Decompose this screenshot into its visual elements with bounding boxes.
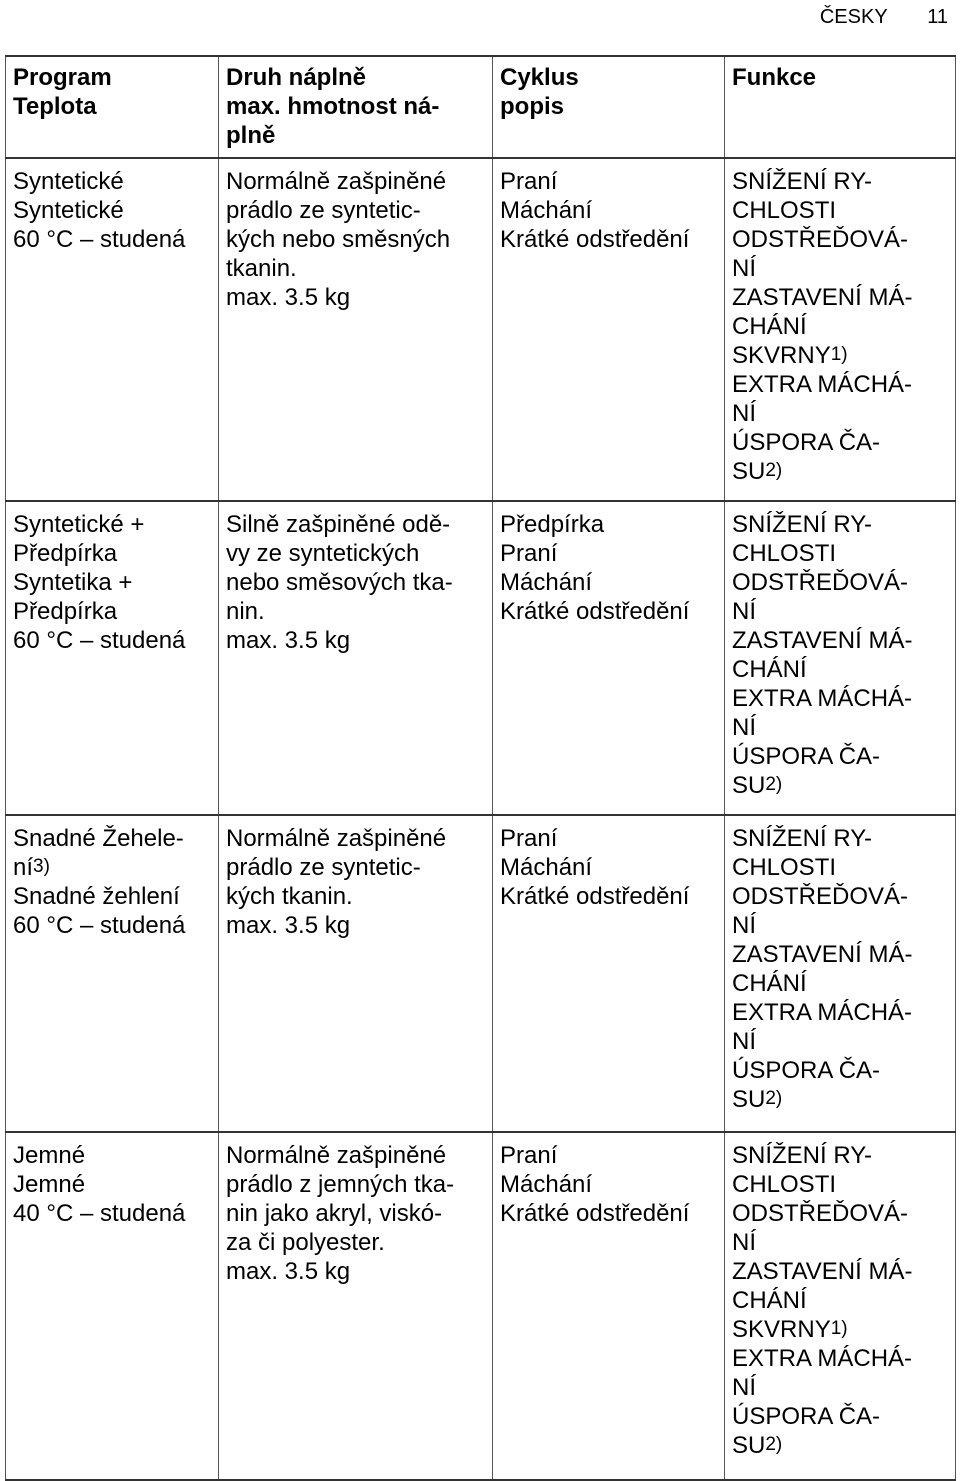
function-line: NÍ <box>732 598 756 625</box>
functions-cell <box>725 158 956 501</box>
cycle-line: Máchání <box>500 1171 593 1198</box>
function-line <box>732 1085 951 1114</box>
functions-cell <box>725 1132 956 1480</box>
program-line: Syntetika + <box>13 569 133 596</box>
program-line: Syntetické + <box>13 511 145 538</box>
load-line: prádlo ze syntetic- <box>226 197 421 224</box>
cycle-line: Předpírka <box>500 511 605 538</box>
footnote-ref: 2) <box>765 460 783 481</box>
function-line: SNÍŽENÍ RY- <box>732 511 873 538</box>
program-text: ní <box>13 854 34 881</box>
function-line: EXTRA MÁCHÁ- <box>732 685 913 712</box>
program-line: Snadné Žehele- <box>13 825 184 852</box>
function-line: NÍ <box>732 1374 756 1401</box>
function-line: EXTRA MÁCHÁ- <box>732 371 913 398</box>
footnote-ref: 2) <box>765 1434 783 1455</box>
header-line: Cyklus <box>500 64 579 91</box>
function-line <box>732 1315 951 1344</box>
load-line: vy ze syntetických <box>226 540 420 567</box>
cycle-line: Krátké odstředění <box>500 598 690 625</box>
function-line: NÍ <box>732 1028 756 1055</box>
function-line: EXTRA MÁCHÁ- <box>732 999 913 1026</box>
load-cell <box>219 501 493 815</box>
function-line: ZASTAVENÍ MÁ- <box>732 627 913 654</box>
page-header <box>820 6 948 29</box>
program-cell <box>6 815 219 1132</box>
function-line: ODSTŘEĎOVÁ- <box>732 569 909 596</box>
table-row <box>6 158 956 501</box>
program-line: Jemné <box>13 1171 86 1198</box>
function-line <box>732 457 951 486</box>
load-line: max. 3.5 kg <box>226 1258 351 1285</box>
load-line: Normálně zašpiněné <box>226 168 447 195</box>
function-line: NÍ <box>732 912 756 939</box>
function-line: ZASTAVENÍ MÁ- <box>732 1258 913 1285</box>
functions-cell <box>725 815 956 1132</box>
load-line: prádlo ze syntetic- <box>226 854 421 881</box>
load-cell <box>219 1132 493 1480</box>
header-line: plně <box>226 122 276 149</box>
program-table <box>5 55 956 1481</box>
function-text: SKVRNY <box>732 1316 831 1343</box>
load-line: za či polyester. <box>226 1229 385 1256</box>
function-line: CHÁNÍ <box>732 313 807 340</box>
function-line: ÚSPORA ČA- <box>732 1057 881 1084</box>
load-line: prádlo z jemných tka- <box>226 1171 455 1198</box>
load-line: nin jako akryl, viskó- <box>226 1200 443 1227</box>
page-language: ČESKY <box>819 6 888 28</box>
footnote-ref: 2) <box>765 774 783 795</box>
function-line: EXTRA MÁCHÁ- <box>732 1345 913 1372</box>
load-line: nin. <box>226 598 265 625</box>
cycle-line: Praní <box>500 825 558 852</box>
cycle-line: Praní <box>500 540 558 567</box>
function-line: CHLOSTI <box>732 854 837 881</box>
function-line: SNÍŽENÍ RY- <box>732 168 873 195</box>
program-cell <box>6 501 219 815</box>
function-text: SU <box>732 1086 766 1113</box>
table-row <box>6 1132 956 1480</box>
program-line: 60 °C – studená <box>13 912 186 939</box>
table-header-row <box>6 56 956 158</box>
load-line: Normálně zašpiněné <box>226 1142 447 1169</box>
cycle-line: Praní <box>500 1142 558 1169</box>
cycle-line: Krátké odstředění <box>500 883 690 910</box>
program-cell <box>6 158 219 501</box>
program-line: 40 °C – studená <box>13 1200 186 1227</box>
function-line: CHÁNÍ <box>732 970 807 997</box>
cycle-cell <box>493 158 725 501</box>
header-line: Funkce <box>732 64 817 91</box>
footnote-ref: 1) <box>830 344 848 365</box>
function-text: SU <box>732 772 766 799</box>
footnote-ref: 3) <box>33 856 50 877</box>
program-line: Syntetické <box>13 197 124 224</box>
cycle-line: Máchání <box>500 569 593 596</box>
page-number: 11 <box>927 6 948 28</box>
cycle-line: Máchání <box>500 854 593 881</box>
cycle-line: Krátké odstředění <box>500 1200 690 1227</box>
header-line: Program <box>13 64 112 91</box>
header-functions <box>725 56 956 158</box>
function-line: ÚSPORA ČA- <box>732 429 881 456</box>
cycle-line: Praní <box>500 168 558 195</box>
function-line: NÍ <box>732 400 756 427</box>
function-line: ODSTŘEĎOVÁ- <box>732 883 909 910</box>
program-line: Jemné <box>13 1142 86 1169</box>
function-line: CHLOSTI <box>732 1171 837 1198</box>
function-line: ÚSPORA ČA- <box>732 743 881 770</box>
table-row <box>6 815 956 1132</box>
function-line: SNÍŽENÍ RY- <box>732 825 873 852</box>
load-cell <box>219 158 493 501</box>
function-text: SKVRNY <box>732 342 831 369</box>
function-text: SU <box>732 458 766 485</box>
program-line: 60 °C – studená <box>13 226 186 253</box>
function-line: NÍ <box>732 714 756 741</box>
program-cell <box>6 1132 219 1480</box>
load-line: nebo směsových tka- <box>226 569 453 596</box>
footnote-ref: 1) <box>830 1318 848 1339</box>
program-line: Předpírka <box>13 540 118 567</box>
program-line: Předpírka <box>13 598 118 625</box>
program-line: Snadné žehlení <box>13 883 180 910</box>
header-line: max. hmotnost ná- <box>226 93 440 120</box>
program-line: 60 °C – studená <box>13 627 186 654</box>
function-line: ODSTŘEĎOVÁ- <box>732 1200 909 1227</box>
function-line: CHLOSTI <box>732 197 837 224</box>
load-cell <box>219 815 493 1132</box>
header-cycle <box>493 56 725 158</box>
function-line: ÚSPORA ČA- <box>732 1403 881 1430</box>
function-line: NÍ <box>732 1229 756 1256</box>
program-line <box>13 853 214 882</box>
function-line <box>732 771 951 800</box>
function-line: SNÍŽENÍ RY- <box>732 1142 873 1169</box>
function-line: CHLOSTI <box>732 540 837 567</box>
function-line <box>732 341 951 370</box>
load-line: max. 3.5 kg <box>226 912 351 939</box>
function-line <box>732 1431 951 1460</box>
program-line: Syntetické <box>13 168 124 195</box>
header-line: popis <box>500 93 564 120</box>
cycle-line: Krátké odstředění <box>500 226 690 253</box>
load-line: max. 3.5 kg <box>226 627 351 654</box>
cycle-cell <box>493 501 725 815</box>
function-line: ODSTŘEĎOVÁ- <box>732 226 909 253</box>
function-line: CHÁNÍ <box>732 1287 807 1314</box>
function-line: ZASTAVENÍ MÁ- <box>732 284 913 311</box>
load-line: Normálně zašpiněné <box>226 825 447 852</box>
cycle-line: Máchání <box>500 197 593 224</box>
load-line: kých nebo směsných <box>226 226 451 253</box>
function-text: SU <box>732 1432 766 1459</box>
load-line: tkanin. <box>226 255 297 282</box>
header-line: Druh náplně <box>226 64 367 91</box>
load-line: Silně zašpiněné odě- <box>226 511 451 538</box>
load-line: kých tkanin. <box>226 883 353 910</box>
footnote-ref: 2) <box>765 1088 783 1109</box>
load-line: max. 3.5 kg <box>226 284 351 311</box>
functions-cell <box>725 501 956 815</box>
function-line: NÍ <box>732 255 756 282</box>
cycle-cell <box>493 1132 725 1480</box>
header-program <box>6 56 219 158</box>
header-line: Teplota <box>13 93 97 120</box>
function-line: ZASTAVENÍ MÁ- <box>732 941 913 968</box>
table-row <box>6 501 956 815</box>
header-load <box>219 56 493 158</box>
cycle-cell <box>493 815 725 1132</box>
function-line: CHÁNÍ <box>732 656 807 683</box>
